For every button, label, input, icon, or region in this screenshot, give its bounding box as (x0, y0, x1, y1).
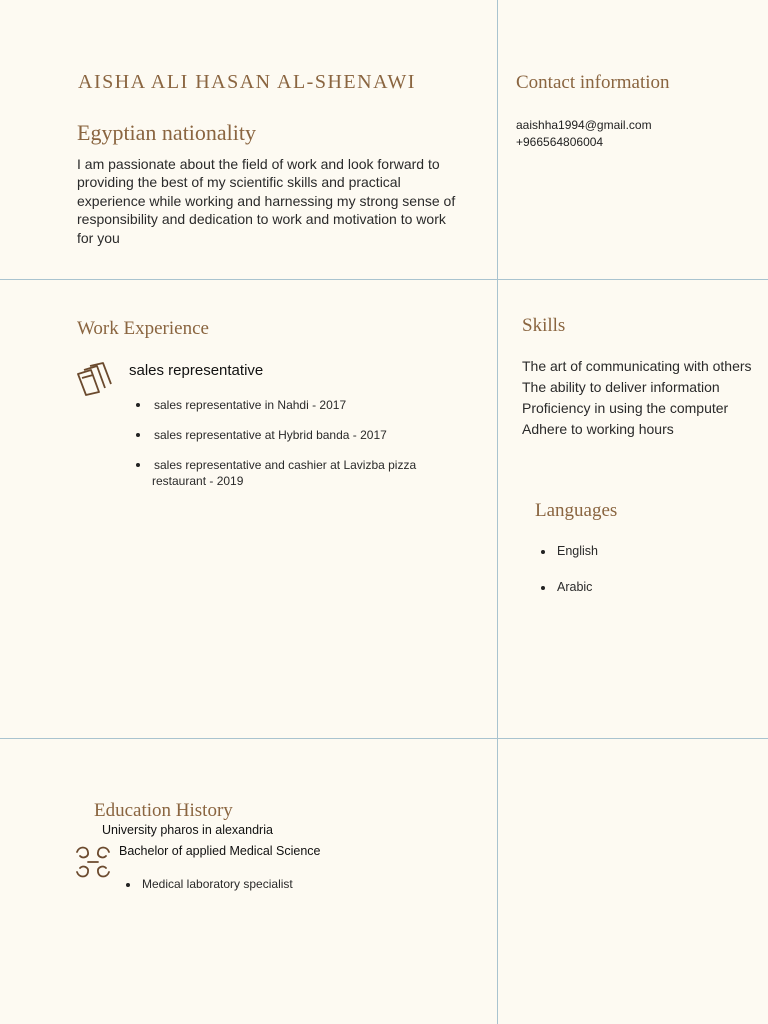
horizontal-divider-top (0, 279, 768, 280)
list-item: The art of communicating with others (522, 358, 752, 374)
skills-list (522, 356, 762, 440)
languages-title: Languages (535, 500, 618, 521)
list-item: sales representative and cashier at Lavizba pizza restaurant - 2019 (136, 457, 456, 489)
list-item: Arabic (541, 580, 598, 594)
nationality-heading: Egyptian nationality (77, 120, 257, 145)
work-experience-title: Work Experience (77, 318, 209, 339)
stacked-cards-icon (77, 362, 113, 396)
list-item: sales representative in Nahdi - 2017 (136, 397, 456, 413)
decorative-knot-icon (75, 845, 111, 879)
list-item: Adhere to working hours (522, 421, 674, 437)
list-item: English (541, 544, 598, 558)
skills-title: Skills (522, 315, 566, 336)
languages-list (541, 544, 598, 616)
list-item: sales representative at Hybrid banda - 2017 (136, 427, 456, 443)
horizontal-divider-bottom (0, 738, 768, 739)
vertical-divider (497, 0, 498, 1024)
resume-name: AISHA ALI HASAN AL-SHENAWI (78, 71, 416, 93)
education-list (126, 877, 293, 891)
contact-phone[interactable]: +966564806004 (516, 135, 604, 149)
education-school: University pharos in alexandria (102, 823, 273, 837)
job-title: sales representative (129, 362, 264, 379)
contact-email[interactable]: aaishha1994@gmail.com (516, 118, 652, 132)
list-item: Proficiency in using the computer (522, 400, 729, 416)
list-item: Medical laboratory specialist (126, 877, 293, 891)
contact-title: Contact information (516, 72, 670, 93)
education-degree: Bachelor of applied Medical Science (119, 844, 321, 858)
education-title: Education History (94, 800, 233, 821)
summary-text: I am passionate about the field of work and look forward to providing the best of my scientific skills and practical experience while working and harnessing my strong sense of responsibility and dedication to work and motivation to work for you (77, 156, 456, 246)
work-experience-list (136, 397, 456, 503)
list-item: The ability to deliver information (522, 379, 720, 395)
